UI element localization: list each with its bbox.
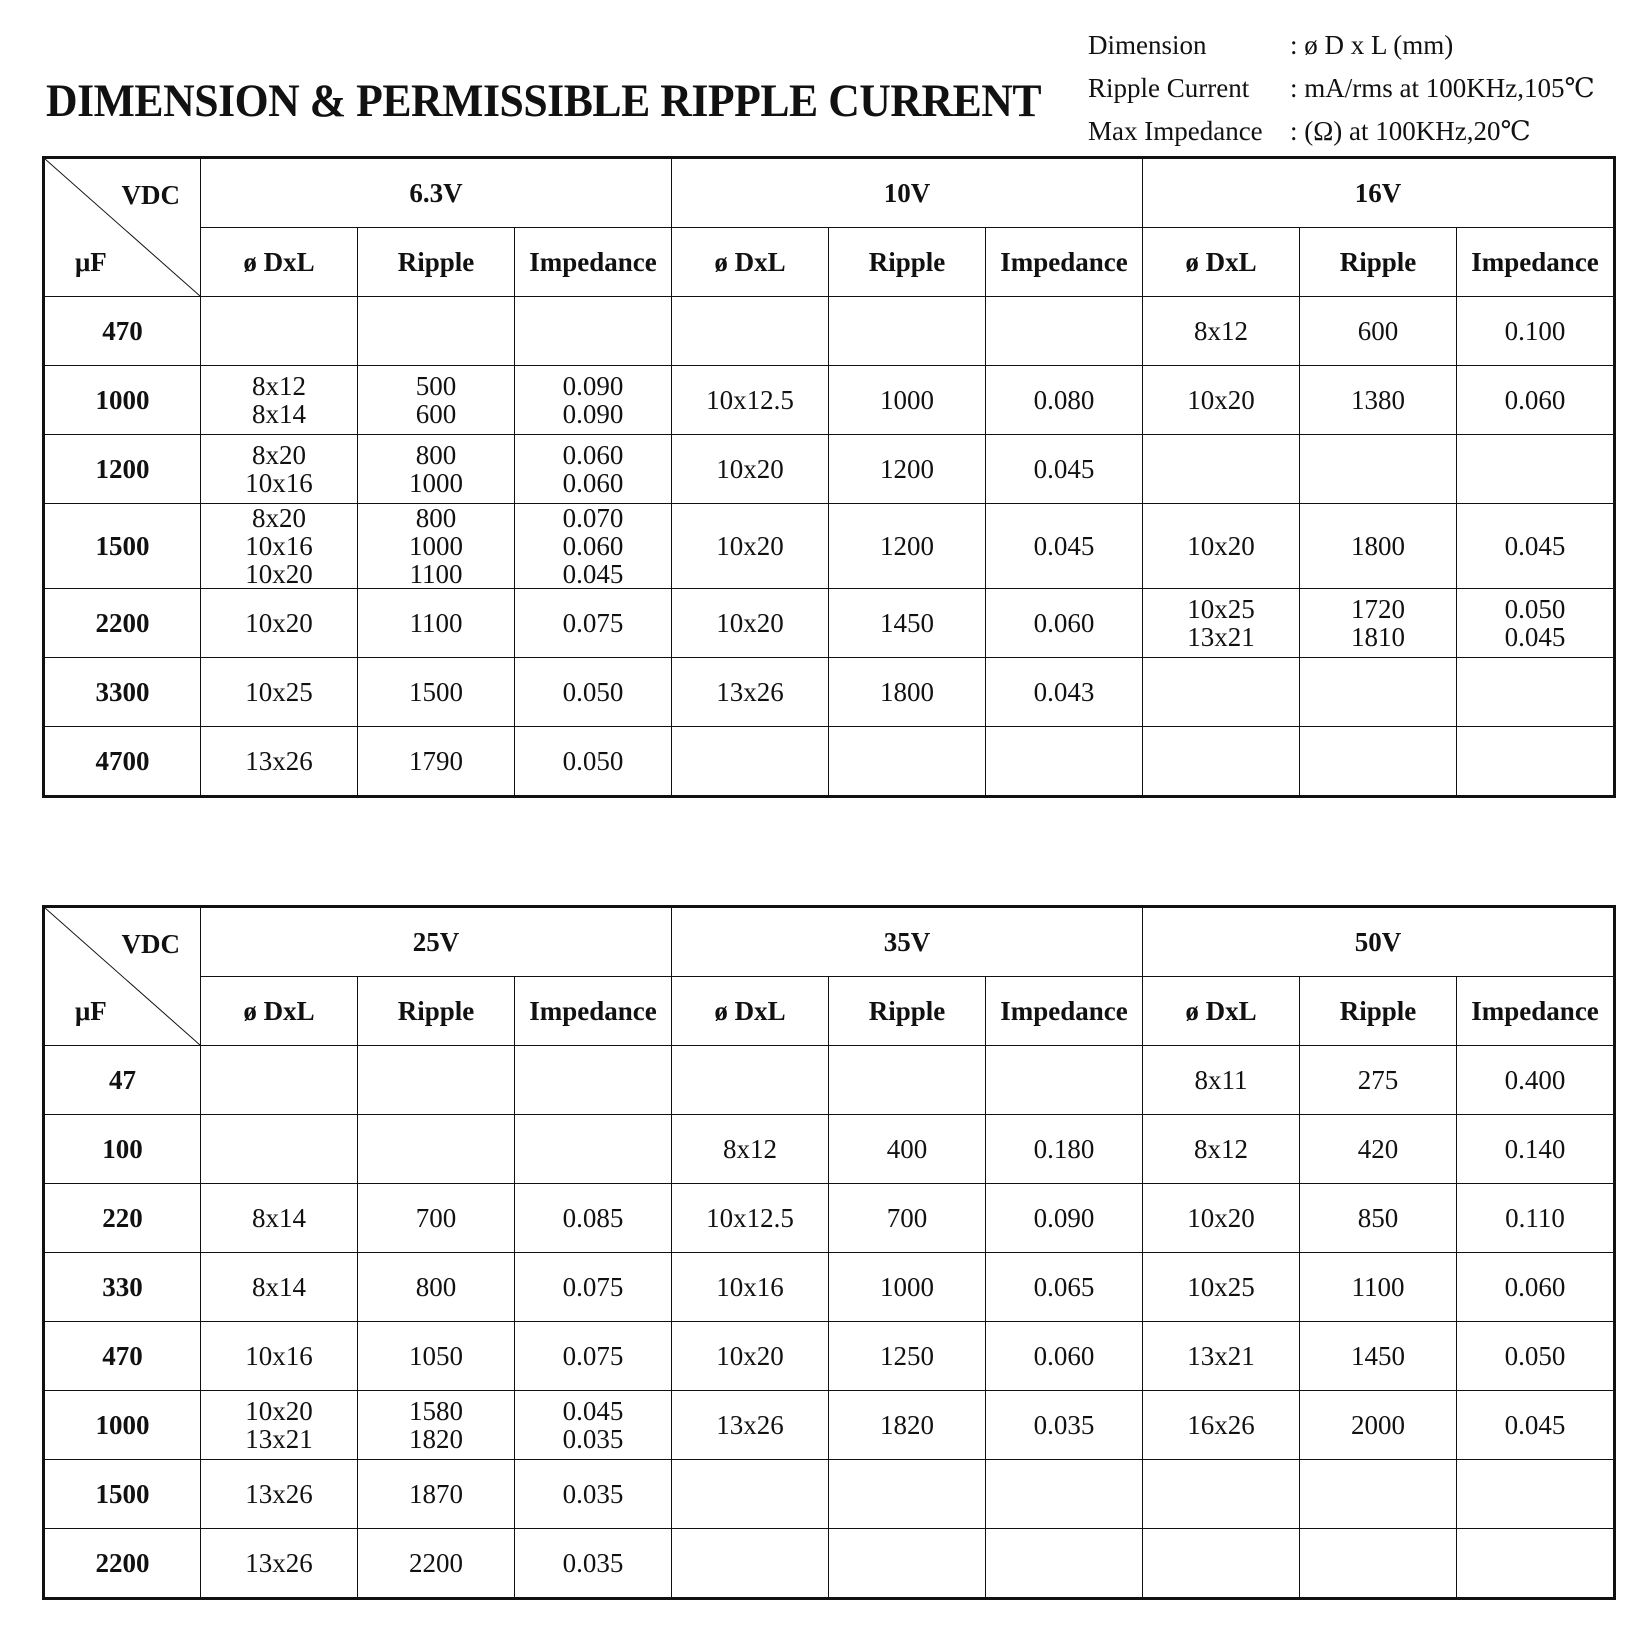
ripple-cell: 1000 — [829, 366, 986, 435]
ripple-header: Ripple — [829, 977, 986, 1046]
ripple-cell: 1500 — [358, 658, 515, 727]
dimension-header: ø DxL — [201, 977, 358, 1046]
dimension-cell — [1143, 727, 1300, 797]
ripple-cell: 600 — [1300, 297, 1457, 366]
capacitance-cell: 47 — [44, 1046, 201, 1115]
impedance-cell — [986, 1460, 1143, 1529]
capacitance-cell: 1500 — [44, 1460, 201, 1529]
capacitance-cell: 1500 — [44, 504, 201, 589]
page-title: DIMENSION & PERMISSIBLE RIPPLE CURRENT — [46, 75, 1042, 127]
impedance-cell: 0.060 — [986, 589, 1143, 658]
voltage-header: 35V — [672, 907, 1143, 977]
dimension-cell: 8x12 — [672, 1115, 829, 1184]
ripple-cell: 1870 — [358, 1460, 515, 1529]
ripple-cell: 420 — [1300, 1115, 1457, 1184]
dimension-cell: 10x20 — [1143, 504, 1300, 589]
capacitance-cell: 1000 — [44, 1391, 201, 1460]
impedance-cell — [1457, 435, 1615, 504]
ripple-cell: 1250 — [829, 1322, 986, 1391]
dimension-cell — [672, 1046, 829, 1115]
ripple-cell — [1300, 1529, 1457, 1599]
impedance-cell: 0.085 — [515, 1184, 672, 1253]
impedance-cell — [515, 1115, 672, 1184]
dimension-cell: 10x20 — [1143, 366, 1300, 435]
impedance-cell: 0.090 — [986, 1184, 1143, 1253]
impedance-cell: 0.043 — [986, 658, 1143, 727]
dimension-cell: 10x20 — [672, 435, 829, 504]
dimension-cell — [1143, 1460, 1300, 1529]
capacitance-cell: 470 — [44, 297, 201, 366]
impedance-cell: 0.080 — [986, 366, 1143, 435]
vdc-label: VDC — [121, 180, 180, 210]
table-row — [44, 658, 1615, 727]
ripple-cell: 1100 — [1300, 1253, 1457, 1322]
ripple-header: Ripple — [358, 977, 515, 1046]
ripple-cell: 850 — [1300, 1184, 1457, 1253]
ripple-cell — [1300, 727, 1457, 797]
impedance-header: Impedance — [515, 228, 672, 297]
impedance-cell: 0.075 — [515, 1322, 672, 1391]
legend-label: Max Impedance — [1088, 116, 1263, 146]
ripple-cell: 1200 — [829, 435, 986, 504]
voltage-header-row — [44, 907, 1615, 977]
impedance-cell — [986, 1529, 1143, 1599]
ripple-cell: 500 600 — [358, 366, 515, 435]
dimension-cell: 10x20 — [672, 504, 829, 589]
dimension-cell: 8x20 10x16 10x20 — [201, 504, 358, 589]
capacitance-cell: 470 — [44, 1322, 201, 1391]
impedance-header: Impedance — [986, 977, 1143, 1046]
impedance-cell: 0.050 — [515, 727, 672, 797]
ripple-cell: 1800 — [829, 658, 986, 727]
ripple-cell — [829, 297, 986, 366]
impedance-cell: 0.060 0.060 — [515, 435, 672, 504]
ripple-cell — [358, 1046, 515, 1115]
table-row — [44, 1253, 1615, 1322]
legend-label: Dimension — [1088, 30, 1207, 60]
impedance-cell — [986, 297, 1143, 366]
impedance-cell: 0.060 — [1457, 1253, 1615, 1322]
table-row — [44, 1115, 1615, 1184]
table-row — [44, 1529, 1615, 1599]
dimension-cell — [672, 1529, 829, 1599]
dimension-cell: 10x20 — [1143, 1184, 1300, 1253]
dimension-header: ø DxL — [672, 228, 829, 297]
dimension-cell: 13x26 — [201, 1460, 358, 1529]
capacitance-unit-label: μF — [75, 996, 107, 1026]
impedance-cell: 0.100 — [1457, 297, 1615, 366]
impedance-cell: 0.075 — [515, 1253, 672, 1322]
impedance-cell: 0.045 0.035 — [515, 1391, 672, 1460]
impedance-header: Impedance — [986, 228, 1143, 297]
ripple-cell: 1800 — [1300, 504, 1457, 589]
capacitance-unit-label: μF — [75, 247, 107, 277]
dimension-cell — [672, 1460, 829, 1529]
ripple-header: Ripple — [358, 228, 515, 297]
impedance-cell: 0.090 0.090 — [515, 366, 672, 435]
dimension-cell: 10x16 — [672, 1253, 829, 1322]
ripple-cell: 800 1000 1100 — [358, 504, 515, 589]
table-row — [44, 1460, 1615, 1529]
ripple-cell — [829, 1529, 986, 1599]
ripple-cell: 700 — [829, 1184, 986, 1253]
ripple-cell: 1100 — [358, 589, 515, 658]
ripple-cell: 2200 — [358, 1529, 515, 1599]
dimension-cell: 8x11 — [1143, 1046, 1300, 1115]
column-header-row — [44, 977, 1615, 1046]
capacitance-cell: 3300 — [44, 658, 201, 727]
ripple-cell — [358, 297, 515, 366]
impedance-header: Impedance — [1457, 977, 1615, 1046]
impedance-cell: 0.060 — [1457, 366, 1615, 435]
dimension-cell: 10x20 — [672, 1322, 829, 1391]
dimension-cell: 8x14 — [201, 1184, 358, 1253]
table-row — [44, 366, 1615, 435]
impedance-cell: 0.070 0.060 0.045 — [515, 504, 672, 589]
impedance-cell: 0.045 — [986, 435, 1143, 504]
voltage-header-row — [44, 158, 1615, 228]
ripple-table-low-voltage — [42, 156, 1616, 798]
table-row — [44, 435, 1615, 504]
corner-header — [44, 158, 201, 297]
dimension-header: ø DxL — [1143, 977, 1300, 1046]
ripple-cell: 1580 1820 — [358, 1391, 515, 1460]
ripple-cell: 1720 1810 — [1300, 589, 1457, 658]
legend-value: : ø D x L (mm) — [1290, 30, 1454, 60]
impedance-cell: 0.140 — [1457, 1115, 1615, 1184]
dimension-cell — [1143, 1529, 1300, 1599]
voltage-header: 50V — [1143, 907, 1615, 977]
legend-value: : (Ω) at 100KHz,20℃ — [1290, 116, 1531, 146]
dimension-cell: 10x25 13x21 — [1143, 589, 1300, 658]
ripple-cell — [1300, 435, 1457, 504]
column-header-row — [44, 228, 1615, 297]
capacitance-cell: 100 — [44, 1115, 201, 1184]
capacitance-cell: 1200 — [44, 435, 201, 504]
dimension-cell: 8x12 8x14 — [201, 366, 358, 435]
capacitance-cell: 330 — [44, 1253, 201, 1322]
dimension-cell: 13x21 — [1143, 1322, 1300, 1391]
ripple-cell: 1380 — [1300, 366, 1457, 435]
dimension-cell: 8x12 — [1143, 297, 1300, 366]
dimension-cell: 16x26 — [1143, 1391, 1300, 1460]
dimension-cell: 8x20 10x16 — [201, 435, 358, 504]
voltage-header: 6.3V — [201, 158, 672, 228]
ripple-cell — [829, 727, 986, 797]
table-row — [44, 1322, 1615, 1391]
ripple-cell: 1450 — [829, 589, 986, 658]
ripple-cell: 700 — [358, 1184, 515, 1253]
dimension-header: ø DxL — [201, 228, 358, 297]
table-row — [44, 1184, 1615, 1253]
dimension-cell: 10x25 — [201, 658, 358, 727]
table-row — [44, 589, 1615, 658]
capacitance-cell: 220 — [44, 1184, 201, 1253]
impedance-cell: 0.035 — [515, 1529, 672, 1599]
impedance-cell: 0.050 0.045 — [1457, 589, 1615, 658]
dimension-cell: 13x26 — [201, 727, 358, 797]
impedance-cell — [1457, 727, 1615, 797]
capacitance-cell: 1000 — [44, 366, 201, 435]
legend-label: Ripple Current — [1088, 73, 1250, 103]
voltage-header: 25V — [201, 907, 672, 977]
dimension-cell — [1143, 658, 1300, 727]
ripple-cell: 400 — [829, 1115, 986, 1184]
impedance-cell: 0.045 — [986, 504, 1143, 589]
ripple-cell — [358, 1115, 515, 1184]
impedance-cell: 0.060 — [986, 1322, 1143, 1391]
ripple-cell: 1450 — [1300, 1322, 1457, 1391]
ripple-cell: 1050 — [358, 1322, 515, 1391]
dimension-header: ø DxL — [672, 977, 829, 1046]
impedance-cell — [1457, 1460, 1615, 1529]
ripple-cell: 275 — [1300, 1046, 1457, 1115]
ripple-header: Ripple — [1300, 977, 1457, 1046]
capacitance-cell: 4700 — [44, 727, 201, 797]
table-row — [44, 727, 1615, 797]
ripple-cell: 2000 — [1300, 1391, 1457, 1460]
impedance-header: Impedance — [1457, 228, 1615, 297]
dimension-cell: 10x20 — [201, 589, 358, 658]
impedance-cell: 0.050 — [1457, 1322, 1615, 1391]
impedance-cell — [986, 727, 1143, 797]
ripple-cell — [829, 1460, 986, 1529]
impedance-header: Impedance — [515, 977, 672, 1046]
table-row — [44, 504, 1615, 589]
impedance-cell: 0.050 — [515, 658, 672, 727]
dimension-cell — [1143, 435, 1300, 504]
dimension-cell: 10x12.5 — [672, 366, 829, 435]
ripple-cell — [1300, 658, 1457, 727]
dimension-cell: 10x25 — [1143, 1253, 1300, 1322]
ripple-cell — [1300, 1460, 1457, 1529]
ripple-cell: 1790 — [358, 727, 515, 797]
impedance-cell — [1457, 658, 1615, 727]
ripple-cell — [829, 1046, 986, 1115]
impedance-cell: 0.045 — [1457, 504, 1615, 589]
impedance-cell: 0.045 — [1457, 1391, 1615, 1460]
dimension-cell: 8x12 — [1143, 1115, 1300, 1184]
ripple-header: Ripple — [1300, 228, 1457, 297]
legend-row-dimension — [1088, 24, 1595, 67]
capacitance-cell: 2200 — [44, 589, 201, 658]
corner-header — [44, 907, 201, 1046]
legend — [1088, 24, 1595, 153]
ripple-header: Ripple — [829, 228, 986, 297]
ripple-cell: 1200 — [829, 504, 986, 589]
impedance-cell: 0.400 — [1457, 1046, 1615, 1115]
voltage-header: 10V — [672, 158, 1143, 228]
impedance-cell: 0.035 — [986, 1391, 1143, 1460]
dimension-cell: 10x16 — [201, 1322, 358, 1391]
table-row — [44, 1046, 1615, 1115]
table-row — [44, 1391, 1615, 1460]
ripple-cell: 800 1000 — [358, 435, 515, 504]
table-row — [44, 297, 1615, 366]
ripple-cell: 1820 — [829, 1391, 986, 1460]
impedance-cell — [515, 297, 672, 366]
legend-row-ripple — [1088, 67, 1595, 110]
impedance-cell: 0.180 — [986, 1115, 1143, 1184]
ripple-cell: 1000 — [829, 1253, 986, 1322]
dimension-cell: 13x26 — [201, 1529, 358, 1599]
impedance-cell: 0.065 — [986, 1253, 1143, 1322]
impedance-cell: 0.075 — [515, 589, 672, 658]
voltage-header: 16V — [1143, 158, 1615, 228]
impedance-cell: 0.035 — [515, 1460, 672, 1529]
dimension-cell — [672, 297, 829, 366]
dimension-cell — [201, 1115, 358, 1184]
ripple-table-high-voltage — [42, 905, 1616, 1600]
legend-row-impedance — [1088, 110, 1595, 153]
dimension-cell — [672, 727, 829, 797]
dimension-cell: 10x12.5 — [672, 1184, 829, 1253]
dimension-cell — [201, 297, 358, 366]
dimension-cell: 8x14 — [201, 1253, 358, 1322]
impedance-cell — [515, 1046, 672, 1115]
dimension-cell: 10x20 13x21 — [201, 1391, 358, 1460]
dimension-header: ø DxL — [1143, 228, 1300, 297]
impedance-cell — [1457, 1529, 1615, 1599]
impedance-cell: 0.110 — [1457, 1184, 1615, 1253]
capacitance-cell: 2200 — [44, 1529, 201, 1599]
dimension-cell: 13x26 — [672, 658, 829, 727]
dimension-cell: 13x26 — [672, 1391, 829, 1460]
impedance-cell — [986, 1046, 1143, 1115]
legend-value: : mA/rms at 100KHz,105℃ — [1290, 73, 1595, 103]
ripple-cell: 800 — [358, 1253, 515, 1322]
dimension-cell: 10x20 — [672, 589, 829, 658]
vdc-label: VDC — [121, 929, 180, 959]
dimension-cell — [201, 1046, 358, 1115]
